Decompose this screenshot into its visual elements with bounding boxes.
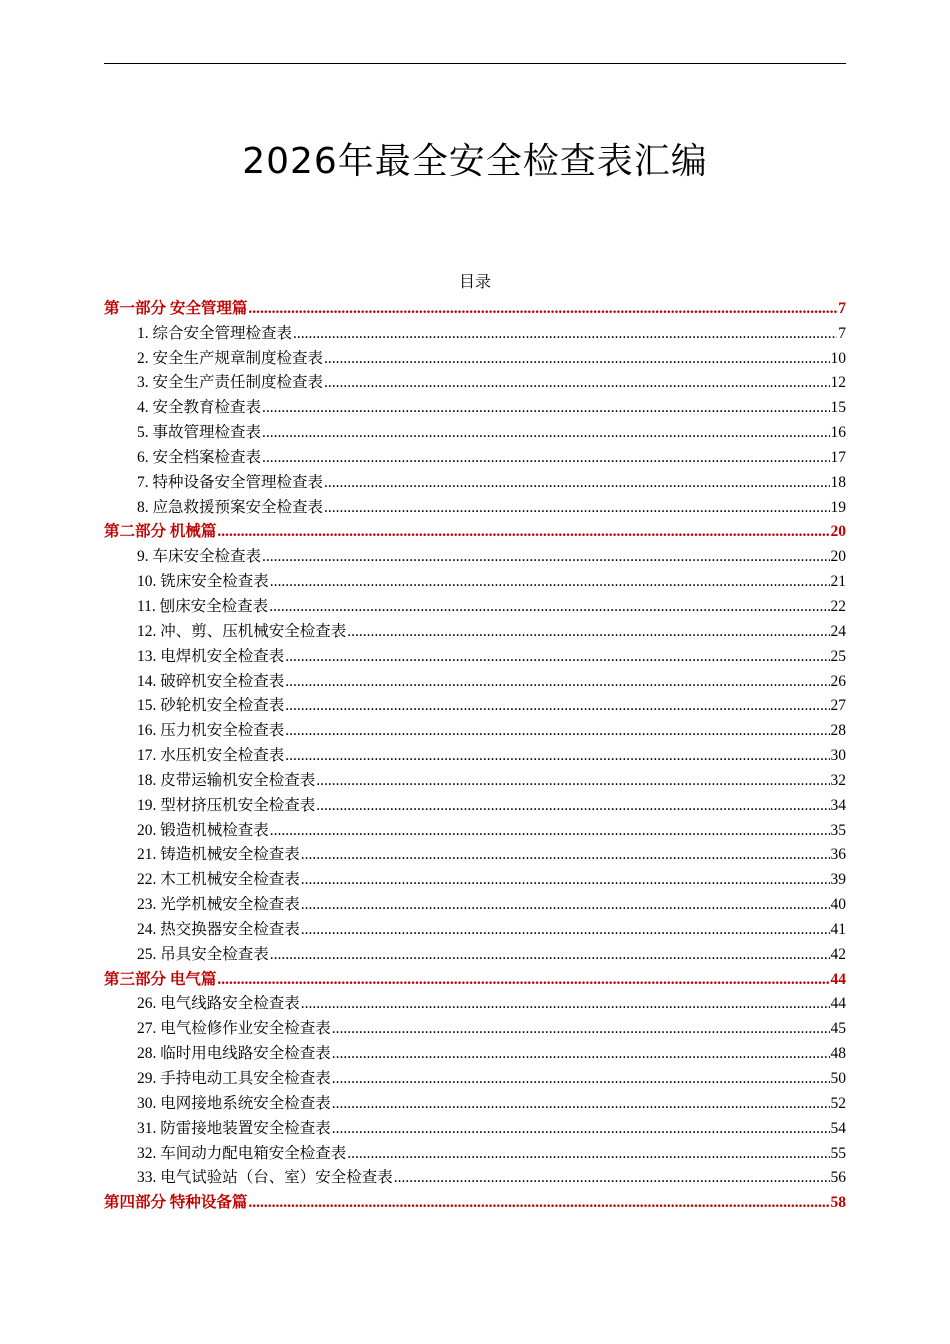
toc-entry-label: 4. 安全教育检查表 xyxy=(137,399,262,417)
dot-leader xyxy=(324,471,829,495)
toc-entry-label: 26. 电气线路安全检查表 xyxy=(137,995,300,1013)
toc-page-number: 48 xyxy=(830,1045,846,1063)
toc-part-heading[interactable] xyxy=(104,1190,846,1215)
toc-entry[interactable] xyxy=(104,1091,846,1116)
toc-entry[interactable] xyxy=(104,594,846,619)
toc-entry-label: 22. 木工机械安全检查表 xyxy=(137,871,300,889)
toc-entry-label: 19. 型材挤压机安全检查表 xyxy=(137,796,316,814)
toc-entry-label: 第四部分 特种设备篇 xyxy=(104,1194,248,1212)
dot-leader xyxy=(316,769,829,793)
toc-entry-label: 11. 刨床安全检查表 xyxy=(137,597,269,615)
toc-entry-label: 16. 压力机安全检查表 xyxy=(137,722,285,740)
dot-leader xyxy=(248,1191,829,1215)
dot-leader xyxy=(316,794,829,818)
toc-entry-label: 17. 水压机安全检查表 xyxy=(137,747,285,765)
toc-entry[interactable] xyxy=(104,420,846,445)
toc-part-heading[interactable] xyxy=(104,296,846,321)
toc-entry[interactable] xyxy=(104,1041,846,1066)
toc-entry-label: 13. 电焊机安全检查表 xyxy=(137,647,285,665)
toc-heading: 目录 xyxy=(458,274,491,291)
toc-entry-label: 3. 安全生产责任制度检查表 xyxy=(137,374,324,392)
toc-page-number: 24 xyxy=(830,622,846,640)
toc-page-number: 35 xyxy=(830,821,846,839)
toc-entry[interactable] xyxy=(104,694,846,719)
dot-leader xyxy=(332,1042,830,1066)
toc-entry[interactable] xyxy=(104,1141,846,1166)
toc-entry[interactable] xyxy=(104,321,846,346)
dot-leader xyxy=(217,520,829,544)
toc-entry[interactable] xyxy=(104,843,846,868)
dot-leader xyxy=(248,297,837,321)
dot-leader xyxy=(270,943,830,967)
toc-page-number: 40 xyxy=(830,896,846,914)
toc-page-number: 18 xyxy=(830,473,846,491)
toc-page-number: 20 xyxy=(830,548,846,566)
dot-leader xyxy=(293,322,837,346)
toc-page-number: 52 xyxy=(830,1094,846,1112)
dot-leader xyxy=(347,1142,829,1166)
toc-entry[interactable] xyxy=(104,892,846,917)
toc-entry-label: 6. 安全档案检查表 xyxy=(137,448,262,466)
dot-leader xyxy=(301,918,830,942)
toc-page-number: 7 xyxy=(838,324,846,342)
document-title: 2026年最全安全检查表汇编 xyxy=(242,141,708,182)
toc-page-number: 34 xyxy=(830,796,846,814)
dot-leader xyxy=(285,670,829,694)
toc-entry-label: 1. 综合安全管理检查表 xyxy=(137,324,293,342)
toc-page-number: 16 xyxy=(830,424,846,442)
toc-entry-label: 31. 防雷接地装置安全检查表 xyxy=(137,1119,331,1137)
toc-entry[interactable] xyxy=(104,818,846,843)
toc-page-number: 56 xyxy=(830,1169,846,1187)
toc-page-number: 27 xyxy=(830,697,846,715)
toc-entry-label: 20. 锻造机械检查表 xyxy=(137,821,269,839)
toc-entry-label: 14. 破碎机安全检查表 xyxy=(137,672,285,690)
toc-entry-label: 32. 车间动力配电箱安全检查表 xyxy=(137,1144,347,1162)
toc-entry-label: 29. 手持电动工具安全检查表 xyxy=(137,1070,331,1087)
toc-part-heading[interactable] xyxy=(104,967,846,992)
table-of-contents xyxy=(104,296,846,1215)
toc-entry[interactable] xyxy=(104,445,846,470)
toc-entry[interactable] xyxy=(104,619,846,644)
dot-leader xyxy=(301,868,830,892)
toc-page-number: 7 xyxy=(838,299,846,317)
toc-entry-label: 8. 应急救援预案安全检查表 xyxy=(137,498,324,516)
toc-page-number: 30 xyxy=(830,747,846,765)
toc-page-number: 12 xyxy=(830,374,846,392)
toc-entry[interactable] xyxy=(104,942,846,967)
dot-leader xyxy=(394,1166,830,1190)
dot-leader xyxy=(285,694,829,718)
dot-leader xyxy=(285,719,829,743)
toc-entry[interactable] xyxy=(104,992,846,1017)
dot-leader xyxy=(347,620,829,644)
toc-entry[interactable] xyxy=(104,1016,846,1041)
dot-leader xyxy=(262,446,829,470)
toc-entry-label: 33. 电气试验站（台、室）安全检查表 xyxy=(137,1169,393,1187)
header-rule xyxy=(104,63,846,64)
toc-page-number: 41 xyxy=(830,920,846,938)
toc-entry[interactable] xyxy=(104,1116,846,1141)
toc-page-number: 36 xyxy=(830,846,846,864)
toc-entry-label: 第二部分 机械篇 xyxy=(104,523,217,541)
toc-entry-label: 15. 砂轮机安全检查表 xyxy=(137,697,285,715)
toc-entry[interactable] xyxy=(104,346,846,371)
toc-entry-label: 30. 电网接地系统安全检查表 xyxy=(137,1094,331,1112)
toc-page-number: 19 xyxy=(830,498,846,516)
toc-entry-label: 23. 光学机械安全检查表 xyxy=(137,896,300,914)
toc-entry[interactable] xyxy=(104,470,846,495)
toc-page-number: 21 xyxy=(830,573,846,591)
toc-entry-label: 18. 皮带运输机安全检查表 xyxy=(137,771,316,789)
toc-page-number: 50 xyxy=(830,1070,846,1087)
dot-leader xyxy=(332,1092,830,1116)
toc-entry-label: 第一部分 安全管理篇 xyxy=(104,299,248,317)
toc-page-number: 15 xyxy=(830,399,846,417)
toc-entry-label: 12. 冲、剪、压机械安全检查表 xyxy=(137,622,347,640)
toc-page-number: 22 xyxy=(830,597,846,615)
dot-leader xyxy=(324,347,829,371)
toc-page-number: 17 xyxy=(830,448,846,466)
toc-page-number: 44 xyxy=(830,970,846,988)
dot-leader xyxy=(285,744,829,768)
toc-page-number: 10 xyxy=(830,349,846,367)
toc-entry[interactable] xyxy=(104,743,846,768)
dot-leader xyxy=(262,545,829,569)
toc-entry[interactable] xyxy=(104,1066,846,1091)
dot-leader xyxy=(332,1067,830,1091)
toc-part-heading[interactable] xyxy=(104,520,846,545)
toc-entry[interactable] xyxy=(104,569,846,594)
toc-entry-label: 10. 铣床安全检查表 xyxy=(137,573,269,591)
dot-leader xyxy=(324,371,829,395)
toc-page-number: 44 xyxy=(830,995,846,1013)
dot-leader xyxy=(262,421,829,445)
toc-entry-label: 第三部分 电气篇 xyxy=(104,970,217,988)
toc-entry[interactable] xyxy=(104,793,846,818)
dot-leader xyxy=(270,819,830,843)
toc-page-number: 58 xyxy=(830,1194,846,1212)
dot-leader xyxy=(217,968,829,992)
dot-leader xyxy=(269,595,829,619)
toc-page-number: 26 xyxy=(830,672,846,690)
toc-page-number: 45 xyxy=(830,1020,846,1038)
toc-entry-label: 21. 铸造机械安全检查表 xyxy=(137,846,300,864)
toc-entry[interactable] xyxy=(104,1166,846,1191)
dot-leader xyxy=(324,496,829,520)
toc-entry[interactable] xyxy=(104,644,846,669)
dot-leader xyxy=(285,645,829,669)
toc-page-number: 20 xyxy=(830,523,846,541)
dot-leader xyxy=(332,1017,830,1041)
toc-entry-label: 27. 电气检修作业安全检查表 xyxy=(137,1020,331,1038)
toc-entry[interactable] xyxy=(104,718,846,743)
toc-page-number: 39 xyxy=(830,871,846,889)
dot-leader xyxy=(301,843,830,867)
toc-entry[interactable] xyxy=(104,768,846,793)
toc-page-number: 32 xyxy=(830,771,846,789)
dot-leader xyxy=(332,1117,830,1141)
toc-entry-label: 9. 车床安全检查表 xyxy=(137,548,262,566)
toc-entry-label: 5. 事故管理检查表 xyxy=(137,424,262,442)
toc-entry-label: 28. 临时用电线路安全检查表 xyxy=(137,1045,331,1063)
toc-entry-label: 2. 安全生产规章制度检查表 xyxy=(137,349,324,367)
toc-page-number: 25 xyxy=(830,647,846,665)
toc-entry[interactable] xyxy=(104,495,846,520)
toc-entry[interactable] xyxy=(104,669,846,694)
toc-page-number: 42 xyxy=(830,945,846,963)
toc-entry[interactable] xyxy=(104,371,846,396)
toc-entry[interactable] xyxy=(104,867,846,892)
toc-entry[interactable] xyxy=(104,395,846,420)
toc-entry-label: 24. 热交换器安全检查表 xyxy=(137,920,300,938)
dot-leader xyxy=(270,570,830,594)
toc-page-number: 54 xyxy=(830,1119,846,1137)
toc-entry-label: 25. 吊具安全检查表 xyxy=(137,945,269,963)
dot-leader xyxy=(262,396,829,420)
dot-leader xyxy=(301,992,830,1016)
toc-entry[interactable] xyxy=(104,544,846,569)
toc-page-number: 55 xyxy=(830,1144,846,1162)
toc-entry-label: 7. 特种设备安全管理检查表 xyxy=(137,473,324,491)
toc-entry[interactable] xyxy=(104,917,846,942)
dot-leader xyxy=(301,893,830,917)
toc-page-number: 28 xyxy=(830,722,846,740)
